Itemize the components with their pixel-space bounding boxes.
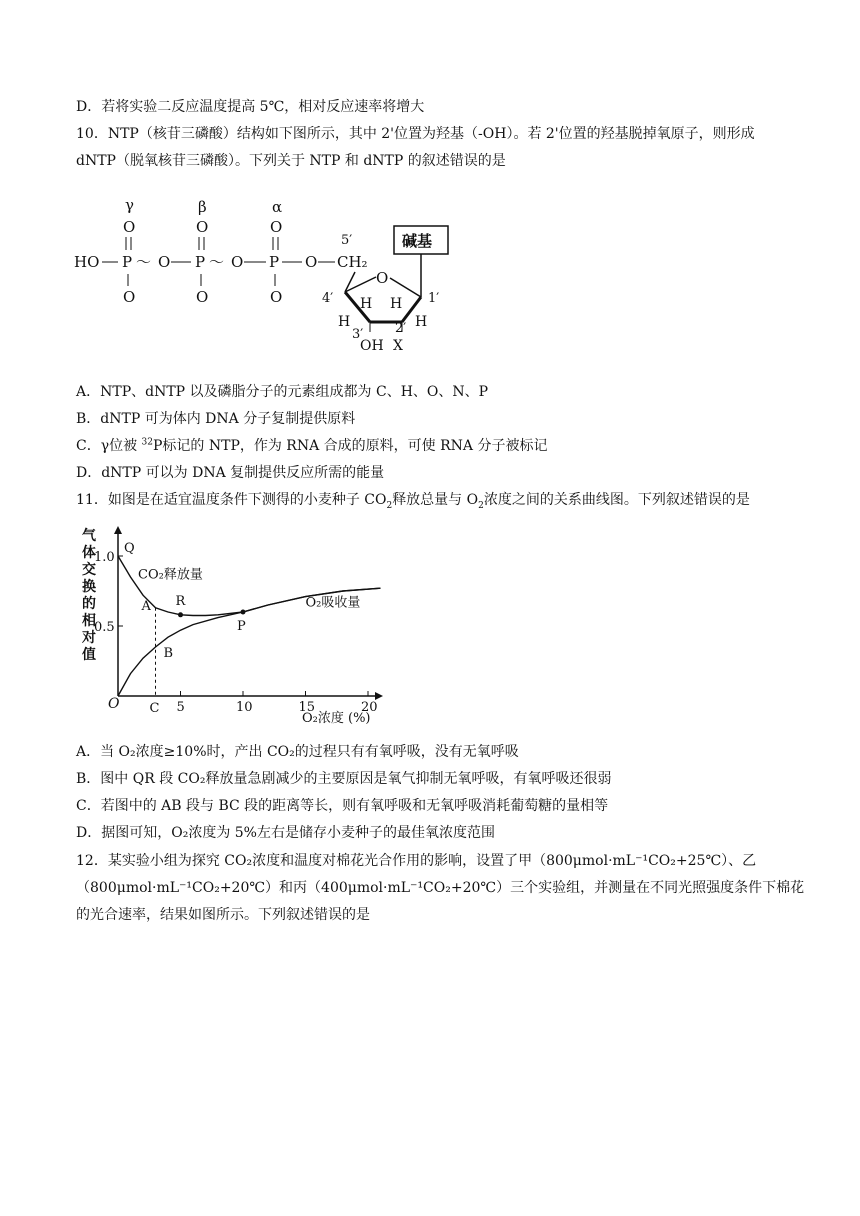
- alpha-label: α: [272, 198, 283, 216]
- respiration-chart: [70, 526, 400, 734]
- four-prime-label: 4′: [322, 291, 334, 306]
- h-2: H: [415, 314, 428, 330]
- q10-option-b: B．dNTP 可为体内 DNA 分子复制提供原料: [76, 411, 356, 427]
- y-tick-label: 0.5: [94, 620, 115, 635]
- gamma-p: P: [122, 253, 133, 271]
- q10-option-c-pre: C．γ位被: [76, 438, 142, 454]
- base-box: 碱基: [402, 232, 433, 250]
- y-axis-label-char: 对: [82, 630, 96, 646]
- q10-option-c-sup: 32: [141, 437, 153, 448]
- point-label-a: A: [141, 598, 151, 614]
- h-1: H: [390, 296, 403, 312]
- point-label-q: Q: [124, 541, 135, 556]
- q11-stem: [76, 490, 800, 510]
- y-axis-label-char: 的: [82, 596, 96, 612]
- y-axis-label-char: 气: [82, 528, 96, 544]
- x-tick-label: 20: [361, 700, 378, 715]
- five-prime-label: 5′: [341, 233, 353, 248]
- point-label-c: C: [149, 701, 160, 716]
- q11-stem-pre: 11．如图是在适宜温度条件下测得的小麦种子 CO: [76, 492, 387, 508]
- x-tick-label: 5: [176, 700, 185, 715]
- two-prime-label: 2′: [395, 321, 407, 336]
- bond-tilde-2: ～: [209, 253, 225, 271]
- q11-option-a: A．当 O₂浓度≥10%时，产出 CO₂的过程只有有氧呼吸，没有无氧呼吸: [76, 744, 519, 760]
- y-axis-label-char: 值: [82, 647, 96, 663]
- y-axis-label: [81, 527, 97, 663]
- q10-option-c: [76, 436, 800, 456]
- q10-stem-line1: 10．NTP（核苷三磷酸）结构如下图所示，其中 2'位置为羟基（-OH）。若 2'位置的羟基脱掉氧原子，则形成: [76, 126, 755, 142]
- o2-series-label: O₂吸收量: [305, 595, 361, 611]
- three-prime-label: 3′: [352, 327, 364, 342]
- q10-option-a: A．NTP、dNTP 以及磷脂分子的元素组成都为 C、H、O、N、P: [76, 384, 489, 400]
- alpha-p: P: [269, 253, 280, 271]
- h-3: H: [338, 314, 351, 330]
- q11-option-c: C．若图中的 AB 段与 BC 段的距离等长，则有氧呼吸和无氧呼吸消耗葡萄糖的量相等: [76, 798, 609, 814]
- y-axis-label-char: 交: [82, 562, 96, 578]
- q10-option-d: D．dNTP 可以为 DNA 复制提供反应所需的能量: [76, 465, 385, 481]
- q11-option-d: D．据图可知，O₂浓度为 5%左右是储存小麦种子的最佳氧浓度范围: [76, 825, 495, 841]
- y-axis-label-char: 相: [82, 613, 96, 629]
- x-axis-label: O₂浓度 (%): [302, 711, 371, 726]
- gamma-bottom-o: O: [123, 288, 136, 306]
- point-label-b: B: [163, 646, 174, 661]
- oh-group: OH: [360, 338, 384, 354]
- q9-option-d: D．若将实验二反应温度提高 5℃，相对反应速率将增大: [76, 99, 425, 115]
- q12-line3: 的光合速率，结果如图所示。下列叙述错误的是: [76, 907, 370, 923]
- bond-tilde-1: ～: [136, 253, 152, 271]
- x-tick-label: 10: [236, 700, 253, 715]
- ho-group: HO: [74, 253, 100, 271]
- point-label-p: P: [237, 619, 246, 634]
- q11-stem-sub2: 2: [478, 500, 484, 511]
- y-axis-label-char: 换: [82, 579, 96, 595]
- bridge-o-3: O: [305, 253, 318, 271]
- q12-line1: 12．某实验小组为探究 CO₂浓度和温度对棉花光合作用的影响，设置了甲（800μmol·mL⁻¹CO₂+25℃）、乙: [76, 853, 757, 869]
- bridge-o-1: O: [158, 253, 171, 271]
- q11-stem-sub1: 2: [386, 500, 393, 511]
- gamma-label: γ: [125, 196, 134, 214]
- ntp-structure-figure: [70, 192, 470, 372]
- bridge-o-2: O: [231, 253, 244, 271]
- alpha-bottom-o: O: [270, 288, 283, 306]
- ch2-group: CH₂: [337, 253, 368, 271]
- h-4: H: [360, 296, 373, 312]
- q12-line2: （800μmol·mL⁻¹CO₂+20℃）和丙（400μmol·mL⁻¹CO₂+20℃）三个实验组，并测量在不同光照强度条件下棉花: [76, 880, 805, 896]
- gamma-top-o: O: [123, 218, 136, 236]
- q10-option-c-post: P标记的 NTP，作为 RNA 合成的原料，可使 RNA 分子被标记: [152, 438, 548, 454]
- beta-bottom-o: O: [196, 288, 209, 306]
- q11-stem-post: 浓度之间的关系曲线图。下列叙述错误的是: [483, 492, 750, 508]
- y-tick-label: 1.0: [94, 550, 115, 565]
- beta-p: P: [195, 253, 206, 271]
- beta-top-o: O: [196, 218, 209, 236]
- y-axis-label-char: 体: [82, 545, 96, 561]
- co2-series-label: CO₂释放量: [138, 567, 203, 583]
- origin-label: O: [108, 696, 120, 712]
- q10-stem-line2: dNTP（脱氧核苷三磷酸）。下列关于 NTP 和 dNTP 的叙述错误的是: [76, 153, 506, 169]
- point-p: [241, 610, 246, 615]
- q11-option-b: B．图中 QR 段 CO₂释放量急剧减少的主要原因是氧气抑制无氧呼吸，有氧呼吸还很弱: [76, 771, 612, 787]
- x-group: X: [393, 338, 403, 354]
- one-prime-label: 1′: [428, 291, 440, 306]
- point-label-r: R: [175, 593, 186, 609]
- alpha-top-o: O: [270, 218, 283, 236]
- x-tick-label: 15: [298, 700, 316, 715]
- q11-stem-mid: 释放总量与 O: [392, 492, 479, 508]
- beta-label: β: [198, 198, 207, 216]
- ring-o: O: [376, 269, 389, 287]
- point-r: [178, 612, 183, 617]
